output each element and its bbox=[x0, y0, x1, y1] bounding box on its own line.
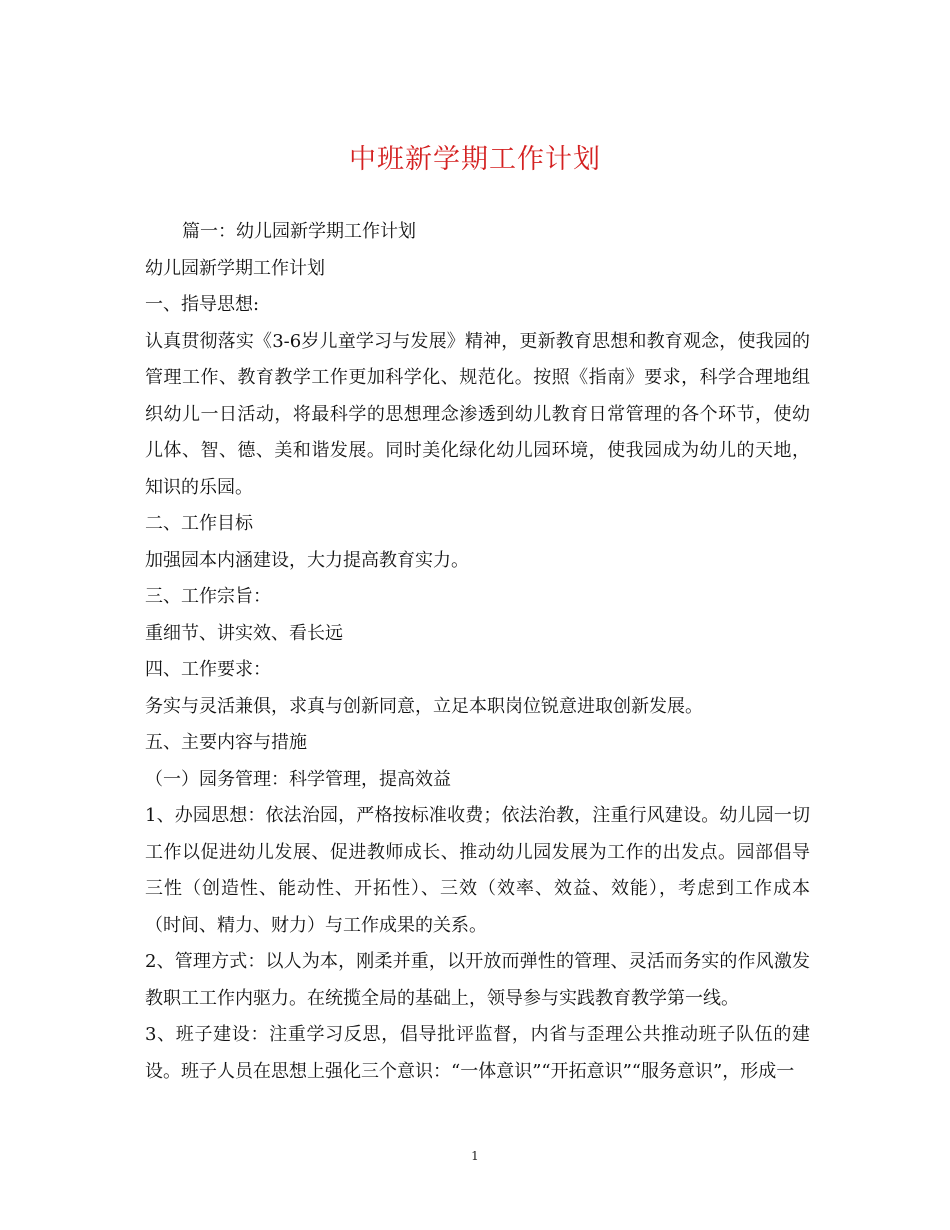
heading-work-goals: 二、工作目标 bbox=[145, 513, 253, 534]
paragraph-item-1: 1、办园思想：依法治园，严格按标准收费；依法治教，注重行风建设。幼儿园一切工作以促进幼儿发展、促进教师成长、推动幼儿园发展为工作的出发点。园部倡导三性（创造性、能动性、开拓性）、三效（效率、效益、效能），考虑到工作成本（时间、精力、财力）与工作成果的关系。 bbox=[145, 805, 810, 936]
paragraph-guiding-ideology: 认真贯彻落实《3-6岁儿童学习与发展》精神，更新教育思想和教育观念，使我园的管理工作、教育教学工作更加科学化、规范化。按照《指南》要求，科学合理地组织幼儿一日活动，将最科学的思想理念渗透到幼儿教育日常管理的各个环节，使幼儿体、智、德、美和谐发展。同时美化绿化幼儿园环境，使我园成为幼儿的天地，知识的乐园。 bbox=[145, 330, 810, 498]
document-title: 中班新学期工作计划 bbox=[349, 144, 601, 175]
section-heading: 篇一：幼儿园新学期工作计划 bbox=[182, 221, 416, 242]
heading-main-content: 五、主要内容与措施 bbox=[145, 732, 307, 753]
paragraph-item-3: 3、班子建设：注重学习反思，倡导批评监督，内省与歪理公共推动班子队伍的建设。班子人员在思想上强化三个意识：“一体意识”“开拓意识”“服务意识”，形成一 bbox=[145, 1024, 810, 1082]
paragraph-work-goals: 加强园本内涵建设，大力提高教育实力。 bbox=[145, 549, 469, 571]
page-number: 1 bbox=[471, 1149, 479, 1163]
heading-work-requirements: 四、工作要求： bbox=[145, 659, 271, 680]
paragraph-item-2: 2、管理方式：以人为本，刚柔并重，以开放而弹性的管理、灵活而务实的作风激发教职工工作内驱力。在统揽全局的基础上，领导参与实践教育教学第一线。 bbox=[145, 951, 810, 1009]
subheading-garden-management: （一）园务管理：科学管理，提高效益 bbox=[145, 768, 451, 790]
paragraph-work-requirements: 务实与灵活兼俱，求真与创新同意，立足本职岗位锐意进取创新发展。 bbox=[145, 695, 703, 717]
subtitle: 幼儿园新学期工作计划 bbox=[145, 257, 325, 279]
paragraph-work-purpose: 重细节、讲实效、看长远 bbox=[145, 622, 343, 644]
heading-work-purpose: 三、工作宗旨： bbox=[145, 586, 271, 607]
heading-guiding-ideology: 一、指导思想: bbox=[145, 294, 260, 315]
document-body bbox=[145, 214, 810, 1090]
